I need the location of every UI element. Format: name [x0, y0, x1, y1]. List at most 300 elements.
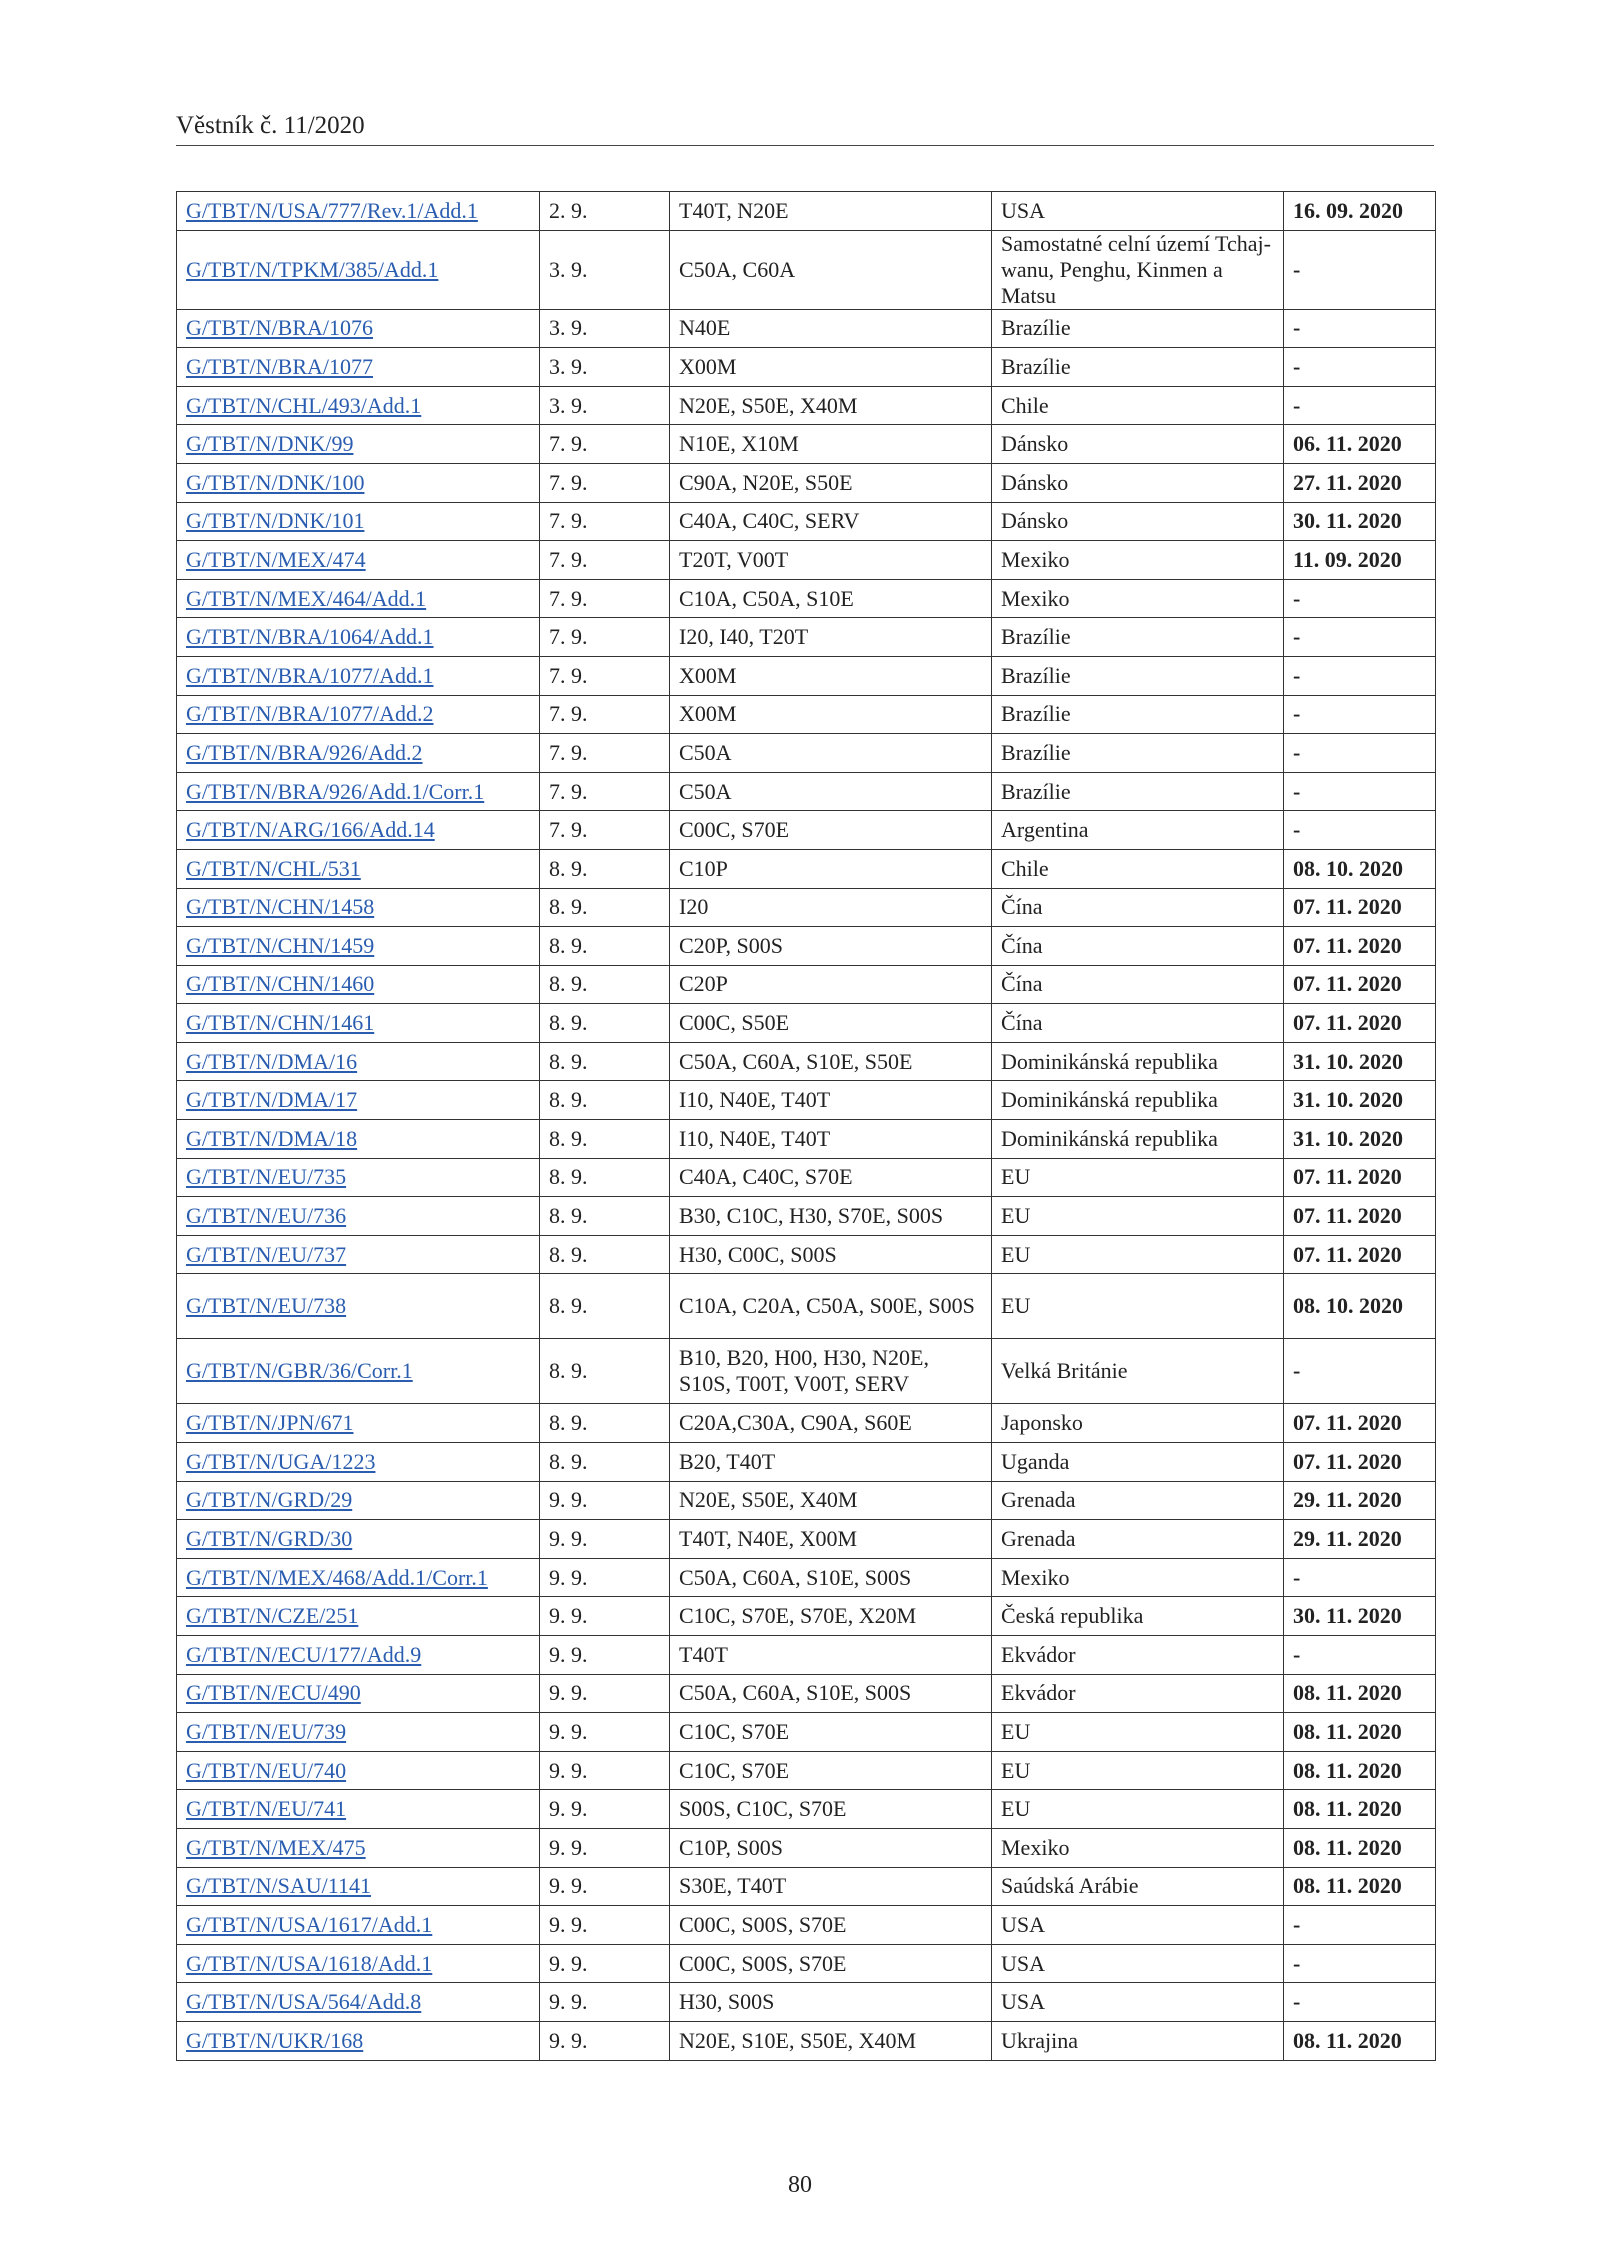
table-row — [177, 541, 1436, 580]
codes-cell: T40T, N40E, X00M — [670, 1520, 992, 1559]
date-cell: 7. 9. — [540, 541, 670, 580]
deadline-cell: - — [1284, 386, 1436, 425]
document-cell — [177, 1404, 540, 1443]
deadline-cell: - — [1284, 348, 1436, 387]
table-row — [177, 1906, 1436, 1945]
document-cell — [177, 502, 540, 541]
country-cell: Uganda — [992, 1443, 1284, 1482]
table-row — [177, 1828, 1436, 1867]
codes-cell: T40T, N20E — [670, 192, 992, 231]
document-cell — [177, 1790, 540, 1829]
deadline-cell: 08. 10. 2020 — [1284, 849, 1436, 888]
document-cell — [177, 1983, 540, 2022]
codes-cell: C90A, N20E, S50E — [670, 463, 992, 502]
table-row — [177, 1197, 1436, 1236]
document-link[interactable]: G/TBT/N/CHN/1458 — [186, 894, 375, 920]
document-cell — [177, 1081, 540, 1120]
table-row — [177, 2021, 1436, 2060]
table-row — [177, 1790, 1436, 1829]
table-row — [177, 734, 1436, 773]
table-row — [177, 849, 1436, 888]
document-cell — [177, 425, 540, 464]
table-row — [177, 463, 1436, 502]
date-cell: 8. 9. — [540, 1443, 670, 1482]
header-divider — [176, 145, 1434, 146]
document-link[interactable]: G/TBT/N/MEX/475 — [186, 1834, 366, 1860]
document-link[interactable]: G/TBT/N/USA/1617/Add.1 — [186, 1911, 433, 1937]
date-cell: 7. 9. — [540, 811, 670, 850]
deadline-cell: - — [1284, 1983, 1436, 2022]
document-link[interactable]: G/TBT/N/MEX/464/Add.1 — [186, 585, 427, 611]
document-cell — [177, 772, 540, 811]
codes-cell: N10E, X10M — [670, 425, 992, 464]
deadline-cell: 08. 11. 2020 — [1284, 1751, 1436, 1790]
date-cell: 9. 9. — [540, 1481, 670, 1520]
deadline-cell: 08. 11. 2020 — [1284, 1828, 1436, 1867]
country-cell: Dánsko — [992, 463, 1284, 502]
codes-cell: C00C, S00S, S70E — [670, 1944, 992, 1983]
document-link[interactable]: G/TBT/N/BRA/1077/Add.2 — [186, 701, 434, 727]
country-cell: Argentina — [992, 811, 1284, 850]
document-link[interactable]: G/TBT/N/ARG/166/Add.14 — [186, 817, 435, 843]
country-cell: Brazílie — [992, 348, 1284, 387]
country-cell: Grenada — [992, 1520, 1284, 1559]
table-row — [177, 1004, 1436, 1043]
date-cell: 9. 9. — [540, 1983, 670, 2022]
date-cell: 9. 9. — [540, 1906, 670, 1945]
country-cell: USA — [992, 1944, 1284, 1983]
deadline-cell: 07. 11. 2020 — [1284, 1404, 1436, 1443]
deadline-cell: - — [1284, 579, 1436, 618]
document-link[interactable]: G/TBT/N/UGA/1223 — [186, 1448, 376, 1474]
document-cell — [177, 1558, 540, 1597]
table-row — [177, 1558, 1436, 1597]
country-cell: Chile — [992, 849, 1284, 888]
country-cell: USA — [992, 192, 1284, 231]
codes-cell: C10C, S70E, S70E, X20M — [670, 1597, 992, 1636]
deadline-cell: 30. 11. 2020 — [1284, 502, 1436, 541]
country-cell: Dánsko — [992, 425, 1284, 464]
document-cell — [177, 348, 540, 387]
country-cell: Brazílie — [992, 656, 1284, 695]
country-cell: Japonsko — [992, 1404, 1284, 1443]
country-cell: Brazílie — [992, 618, 1284, 657]
codes-cell: B10, B20, H00, H30, N20E, S10S, T00T, V00T, SERV — [670, 1339, 992, 1404]
table-row — [177, 695, 1436, 734]
table-row — [177, 811, 1436, 850]
country-cell: Mexiko — [992, 1558, 1284, 1597]
codes-cell: X00M — [670, 656, 992, 695]
table-row — [177, 1339, 1436, 1404]
deadline-cell: 08. 11. 2020 — [1284, 1674, 1436, 1713]
document-link[interactable]: G/TBT/N/DNK/100 — [186, 469, 365, 495]
document-cell — [177, 1867, 540, 1906]
document-link[interactable]: G/TBT/N/BRA/1077 — [186, 353, 374, 379]
codes-cell: C20P — [670, 965, 992, 1004]
date-cell: 7. 9. — [540, 425, 670, 464]
date-cell: 8. 9. — [540, 927, 670, 966]
table-row — [177, 309, 1436, 348]
country-cell: Mexiko — [992, 541, 1284, 580]
document-link[interactable]: G/TBT/N/BRA/926/Add.2 — [186, 739, 423, 765]
deadline-cell: 29. 11. 2020 — [1284, 1481, 1436, 1520]
date-cell: 7. 9. — [540, 463, 670, 502]
document-link[interactable]: G/TBT/N/USA/777/Rev.1/Add.1 — [186, 197, 478, 223]
table-row — [177, 1713, 1436, 1752]
date-cell: 8. 9. — [540, 849, 670, 888]
document-link[interactable]: G/TBT/N/EU/741 — [186, 1796, 347, 1822]
country-cell: EU — [992, 1751, 1284, 1790]
table-row — [177, 965, 1436, 1004]
country-cell: Ekvádor — [992, 1674, 1284, 1713]
document-link[interactable]: G/TBT/N/BRA/1076 — [186, 315, 374, 341]
deadline-cell: 31. 10. 2020 — [1284, 1042, 1436, 1081]
date-cell: 3. 9. — [540, 386, 670, 425]
document-link[interactable]: G/TBT/N/ECU/490 — [186, 1680, 361, 1706]
document-cell — [177, 1828, 540, 1867]
document-link[interactable]: G/TBT/N/CHL/531 — [186, 855, 361, 881]
deadline-cell: 31. 10. 2020 — [1284, 1120, 1436, 1159]
document-cell — [177, 1235, 540, 1274]
codes-cell: C10P, S00S — [670, 1828, 992, 1867]
document-link[interactable]: G/TBT/N/EU/739 — [186, 1718, 347, 1744]
table-row — [177, 1751, 1436, 1790]
document-cell — [177, 1944, 540, 1983]
document-cell — [177, 1274, 540, 1339]
document-link[interactable]: G/TBT/N/EU/740 — [186, 1757, 347, 1783]
country-cell: Čína — [992, 927, 1284, 966]
deadline-cell: - — [1284, 1339, 1436, 1404]
date-cell: 7. 9. — [540, 618, 670, 657]
document-cell — [177, 541, 540, 580]
deadline-cell: 07. 11. 2020 — [1284, 927, 1436, 966]
date-cell: 9. 9. — [540, 1713, 670, 1752]
codes-cell: I20 — [670, 888, 992, 927]
document-link[interactable]: G/TBT/N/CZE/251 — [186, 1603, 359, 1629]
document-link[interactable]: G/TBT/N/DMA/17 — [186, 1087, 358, 1113]
date-cell: 8. 9. — [540, 1274, 670, 1339]
document-link[interactable]: G/TBT/N/CHN/1460 — [186, 971, 375, 997]
table-row — [177, 425, 1436, 464]
document-cell — [177, 1906, 540, 1945]
document-cell — [177, 811, 540, 850]
codes-cell: C00C, S00S, S70E — [670, 1906, 992, 1945]
document-link[interactable]: G/TBT/N/GRD/30 — [186, 1526, 353, 1552]
date-cell: 8. 9. — [540, 1197, 670, 1236]
table-row — [177, 1983, 1436, 2022]
deadline-cell: - — [1284, 1636, 1436, 1675]
table-row — [177, 386, 1436, 425]
codes-cell: N20E, S10E, S50E, X40M — [670, 2021, 992, 2060]
deadline-cell: 27. 11. 2020 — [1284, 463, 1436, 502]
table-row — [177, 1158, 1436, 1197]
codes-cell: X00M — [670, 348, 992, 387]
table-row — [177, 1120, 1436, 1159]
country-cell: Brazílie — [992, 309, 1284, 348]
document-cell — [177, 386, 540, 425]
codes-cell: I10, N40E, T40T — [670, 1081, 992, 1120]
document-link[interactable]: G/TBT/N/GRD/29 — [186, 1487, 353, 1513]
table-row — [177, 888, 1436, 927]
date-cell: 8. 9. — [540, 1339, 670, 1404]
country-cell: USA — [992, 1983, 1284, 2022]
deadline-cell: - — [1284, 772, 1436, 811]
deadline-cell: 07. 11. 2020 — [1284, 1158, 1436, 1197]
codes-cell: C50A — [670, 772, 992, 811]
date-cell: 8. 9. — [540, 1404, 670, 1443]
document-cell — [177, 1443, 540, 1482]
country-cell: EU — [992, 1158, 1284, 1197]
document-link[interactable]: G/TBT/N/SAU/1141 — [186, 1873, 371, 1899]
document-cell — [177, 579, 540, 618]
codes-cell: C10A, C50A, S10E — [670, 579, 992, 618]
country-cell: Saúdská Arábie — [992, 1867, 1284, 1906]
date-cell: 2. 9. — [540, 192, 670, 231]
deadline-cell: - — [1284, 734, 1436, 773]
country-cell: Dominikánská republika — [992, 1081, 1284, 1120]
document-link[interactable]: G/TBT/N/EU/735 — [186, 1164, 347, 1190]
codes-cell: C50A, C60A, S10E, S50E — [670, 1042, 992, 1081]
country-cell: Mexiko — [992, 579, 1284, 618]
table-row — [177, 1042, 1436, 1081]
document-cell — [177, 1751, 540, 1790]
document-cell — [177, 1597, 540, 1636]
document-link[interactable]: G/TBT/N/MEX/468/Add.1/Corr.1 — [186, 1564, 488, 1590]
document-cell — [177, 1520, 540, 1559]
table-row — [177, 772, 1436, 811]
document-link[interactable]: G/TBT/N/CHN/1461 — [186, 1010, 375, 1036]
document-cell — [177, 849, 540, 888]
date-cell: 7. 9. — [540, 734, 670, 773]
date-cell: 9. 9. — [540, 1828, 670, 1867]
document-link[interactable]: G/TBT/N/DNK/99 — [186, 431, 354, 457]
document-cell — [177, 1636, 540, 1675]
document-link[interactable]: G/TBT/N/DMA/18 — [186, 1125, 358, 1151]
deadline-cell: - — [1284, 309, 1436, 348]
deadline-cell: - — [1284, 811, 1436, 850]
document-cell — [177, 1197, 540, 1236]
deadline-cell: 07. 11. 2020 — [1284, 1235, 1436, 1274]
document-cell — [177, 888, 540, 927]
codes-cell: C00C, S70E — [670, 811, 992, 850]
document-link[interactable]: G/TBT/N/GBR/36/Corr.1 — [186, 1358, 413, 1384]
date-cell: 7. 9. — [540, 502, 670, 541]
document-cell — [177, 1120, 540, 1159]
table-row — [177, 1867, 1436, 1906]
country-cell: Mexiko — [992, 1828, 1284, 1867]
document-link[interactable]: G/TBT/N/JPN/671 — [186, 1410, 354, 1436]
table-row — [177, 1674, 1436, 1713]
codes-cell: C20P, S00S — [670, 927, 992, 966]
document-link[interactable]: G/TBT/N/DMA/16 — [186, 1048, 358, 1074]
codes-cell: N40E — [670, 309, 992, 348]
codes-cell: N20E, S50E, X40M — [670, 386, 992, 425]
date-cell: 9. 9. — [540, 1790, 670, 1829]
codes-cell: B30, C10C, H30, S70E, S00S — [670, 1197, 992, 1236]
country-cell: Brazílie — [992, 772, 1284, 811]
deadline-cell: 08. 11. 2020 — [1284, 1713, 1436, 1752]
deadline-cell: 07. 11. 2020 — [1284, 888, 1436, 927]
deadline-cell: - — [1284, 695, 1436, 734]
document-link[interactable]: G/TBT/N/BRA/1077/Add.1 — [186, 662, 434, 688]
document-link[interactable]: G/TBT/N/MEX/474 — [186, 546, 366, 572]
document-cell — [177, 695, 540, 734]
document-link[interactable]: G/TBT/N/TPKM/385/Add.1 — [186, 256, 439, 282]
date-cell: 9. 9. — [540, 1636, 670, 1675]
country-cell: EU — [992, 1790, 1284, 1829]
country-cell: EU — [992, 1274, 1284, 1339]
table-row — [177, 1235, 1436, 1274]
notifications-table — [176, 191, 1436, 2061]
document-cell — [177, 1339, 540, 1404]
page-header-title: Věstník č. 11/2020 — [176, 112, 365, 139]
deadline-cell: 29. 11. 2020 — [1284, 1520, 1436, 1559]
deadline-cell: 30. 11. 2020 — [1284, 1597, 1436, 1636]
table-row — [177, 1520, 1436, 1559]
codes-cell: C50A, C60A — [670, 230, 992, 309]
deadline-cell: - — [1284, 230, 1436, 309]
codes-cell: T20T, V00T — [670, 541, 992, 580]
table-row — [177, 1274, 1436, 1339]
date-cell: 9. 9. — [540, 1751, 670, 1790]
deadline-cell: 16. 09. 2020 — [1284, 192, 1436, 231]
country-cell: Čína — [992, 1004, 1284, 1043]
date-cell: 9. 9. — [540, 1597, 670, 1636]
codes-cell: H30, S00S — [670, 1983, 992, 2022]
document-cell — [177, 618, 540, 657]
document-link[interactable]: G/TBT/N/EU/738 — [186, 1293, 347, 1319]
table-row — [177, 1636, 1436, 1675]
deadline-cell: - — [1284, 1906, 1436, 1945]
document-cell — [177, 463, 540, 502]
document-link[interactable]: G/TBT/N/USA/1618/Add.1 — [186, 1950, 433, 1976]
country-cell: Dánsko — [992, 502, 1284, 541]
document-link[interactable]: G/TBT/N/UKR/168 — [186, 2027, 364, 2053]
codes-cell: I20, I40, T20T — [670, 618, 992, 657]
country-cell: Grenada — [992, 1481, 1284, 1520]
codes-cell: N20E, S50E, X40M — [670, 1481, 992, 1520]
document-cell — [177, 927, 540, 966]
table-row — [177, 230, 1436, 309]
deadline-cell: 31. 10. 2020 — [1284, 1081, 1436, 1120]
table-row — [177, 502, 1436, 541]
codes-cell: C40A, C40C, S70E — [670, 1158, 992, 1197]
document-link[interactable]: G/TBT/N/BRA/1064/Add.1 — [186, 624, 434, 650]
table-row — [177, 579, 1436, 618]
deadline-cell: - — [1284, 1944, 1436, 1983]
codes-cell: H30, C00C, S00S — [670, 1235, 992, 1274]
table-row — [177, 1481, 1436, 1520]
date-cell: 8. 9. — [540, 888, 670, 927]
date-cell: 9. 9. — [540, 1674, 670, 1713]
document-link[interactable]: G/TBT/N/EU/737 — [186, 1241, 347, 1267]
date-cell: 3. 9. — [540, 309, 670, 348]
codes-cell: C20A,C30A, C90A, S60E — [670, 1404, 992, 1443]
country-cell: EU — [992, 1713, 1284, 1752]
table-row — [177, 1404, 1436, 1443]
deadline-cell: - — [1284, 656, 1436, 695]
date-cell: 8. 9. — [540, 1235, 670, 1274]
deadline-cell: 07. 11. 2020 — [1284, 1197, 1436, 1236]
date-cell: 8. 9. — [540, 1081, 670, 1120]
deadline-cell: 08. 11. 2020 — [1284, 2021, 1436, 2060]
document-link[interactable]: G/TBT/N/BRA/926/Add.1/Corr.1 — [186, 778, 485, 804]
country-cell: USA — [992, 1906, 1284, 1945]
deadline-cell: - — [1284, 618, 1436, 657]
codes-cell: C50A, C60A, S10E, S00S — [670, 1674, 992, 1713]
table-row — [177, 1597, 1436, 1636]
table-row — [177, 192, 1436, 231]
date-cell: 9. 9. — [540, 1558, 670, 1597]
deadline-cell: 06. 11. 2020 — [1284, 425, 1436, 464]
table-row — [177, 1944, 1436, 1983]
codes-cell: C10C, S70E — [670, 1713, 992, 1752]
codes-cell: C50A — [670, 734, 992, 773]
country-cell: Brazílie — [992, 695, 1284, 734]
document-link[interactable]: G/TBT/N/CHL/493/Add.1 — [186, 392, 422, 418]
document-cell — [177, 230, 540, 309]
document-link[interactable]: G/TBT/N/USA/564/Add.8 — [186, 1989, 422, 2015]
document-cell — [177, 2021, 540, 2060]
document-cell — [177, 1713, 540, 1752]
codes-cell: C10P — [670, 849, 992, 888]
date-cell: 8. 9. — [540, 965, 670, 1004]
country-cell: Čína — [992, 965, 1284, 1004]
table-row — [177, 656, 1436, 695]
date-cell: 9. 9. — [540, 1944, 670, 1983]
date-cell: 3. 9. — [540, 230, 670, 309]
country-cell: EU — [992, 1235, 1284, 1274]
document-cell — [177, 656, 540, 695]
codes-cell: S30E, T40T — [670, 1867, 992, 1906]
deadline-cell: 08. 11. 2020 — [1284, 1867, 1436, 1906]
document-link[interactable]: G/TBT/N/DNK/101 — [186, 508, 365, 534]
country-cell: Dominikánská republika — [992, 1042, 1284, 1081]
date-cell: 7. 9. — [540, 579, 670, 618]
country-cell: Čína — [992, 888, 1284, 927]
deadline-cell: 07. 11. 2020 — [1284, 1443, 1436, 1482]
document-cell — [177, 734, 540, 773]
country-cell: Chile — [992, 386, 1284, 425]
codes-cell: S00S, C10C, S70E — [670, 1790, 992, 1829]
date-cell: 9. 9. — [540, 2021, 670, 2060]
deadline-cell: 08. 11. 2020 — [1284, 1790, 1436, 1829]
country-cell: Ekvádor — [992, 1636, 1284, 1675]
codes-cell: C40A, C40C, SERV — [670, 502, 992, 541]
document-link[interactable]: G/TBT/N/ECU/177/Add.9 — [186, 1641, 422, 1667]
deadline-cell: 11. 09. 2020 — [1284, 541, 1436, 580]
document-cell — [177, 309, 540, 348]
document-cell — [177, 192, 540, 231]
codes-cell: C10C, S70E — [670, 1751, 992, 1790]
table-row — [177, 1081, 1436, 1120]
document-cell — [177, 1674, 540, 1713]
codes-cell: I10, N40E, T40T — [670, 1120, 992, 1159]
date-cell: 3. 9. — [540, 348, 670, 387]
country-cell: Česká republika — [992, 1597, 1284, 1636]
country-cell: Dominikánská republika — [992, 1120, 1284, 1159]
document-link[interactable]: G/TBT/N/CHN/1459 — [186, 932, 375, 958]
codes-cell: C50A, C60A, S10E, S00S — [670, 1558, 992, 1597]
table-row — [177, 618, 1436, 657]
date-cell: 9. 9. — [540, 1520, 670, 1559]
date-cell: 9. 9. — [540, 1867, 670, 1906]
codes-cell: C00C, S50E — [670, 1004, 992, 1043]
codes-cell: C10A, C20A, C50A, S00E, S00S — [670, 1274, 992, 1339]
table-row — [177, 348, 1436, 387]
document-link[interactable]: G/TBT/N/EU/736 — [186, 1203, 347, 1229]
page-number: 80 — [788, 2172, 812, 2198]
